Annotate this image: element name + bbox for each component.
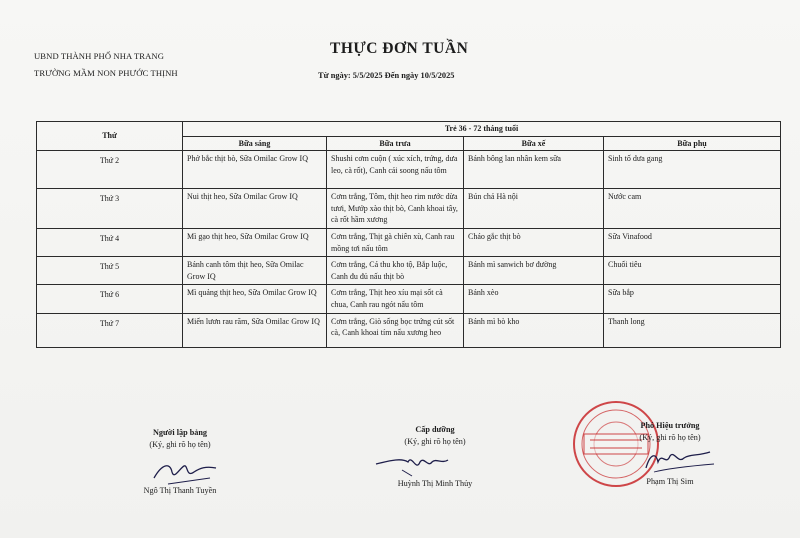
breakfast-cell: Mì gạo thịt heo, Sữa Omilac Grow IQ (183, 228, 327, 256)
signature-name: Phạm Thị Sim (646, 477, 694, 486)
snack-cell: Sữa Vinafood (604, 228, 781, 256)
day-cell: Thứ 4 (37, 228, 183, 256)
afternoon-cell: Cháo gắc thịt bò (464, 228, 604, 256)
signature-block-vice-principal (600, 421, 740, 442)
lunch-cell: Shushi cơm cuộn ( xúc xích, trứng, dưa leo, cà rốt), Canh cải soong nấu tôm (327, 151, 464, 189)
snack-cell: Chuối tiêu (604, 257, 781, 285)
menu-table (36, 121, 781, 348)
table-row (37, 228, 781, 256)
header-lunch: Bữa trưa (327, 136, 464, 151)
lunch-cell: Cơm trắng, Giò sống bọc trứng cút sốt cà, Canh khoai tím nấu xương heo (327, 313, 464, 347)
table-row (37, 285, 781, 313)
lunch-cell: Cơm trắng, Cá thu kho tộ, Bắp luộc, Canh đu đủ nấu thịt bò (327, 257, 464, 285)
signature-name: Huỳnh Thị Minh Thủy (397, 479, 473, 488)
afternoon-cell: Bánh mì sanwich bơ đường (464, 257, 604, 285)
afternoon-cell: Bánh bông lan nhân kem sữa (464, 151, 604, 189)
day-cell: Thứ 6 (37, 285, 183, 313)
breakfast-cell: Phở bắc thịt bò, Sữa Omilac Grow IQ (183, 151, 327, 189)
org-name: UBND THÀNH PHỐ NHA TRANG (34, 51, 165, 61)
day-cell: Thứ 5 (37, 257, 183, 285)
breakfast-cell: Mì quảng thịt heo, Sữa Omilac Grow IQ (183, 285, 327, 313)
header-snack: Bữa phụ (604, 136, 781, 151)
school-name: TRƯỜNG MẦM NON PHƯỚC THỊNH (34, 68, 178, 78)
signature-mark-preparer (150, 458, 220, 486)
signature-mark-vice-principal (640, 446, 720, 476)
afternoon-cell: Bánh mì bò kho (464, 313, 604, 347)
breakfast-cell: Nui thịt heo, Sữa Omilac Grow IQ (183, 189, 327, 229)
snack-cell: Sữa bắp (604, 285, 781, 313)
table-row (37, 313, 781, 347)
breakfast-cell: Miến lươn rau răm, Sữa Omilac Grow IQ (183, 313, 327, 347)
snack-cell: Nước cam (604, 189, 781, 229)
signature-note: (Ký, ghi rõ họ tên) (149, 440, 211, 449)
day-cell: Thứ 2 (37, 151, 183, 189)
lunch-cell: Cơm trắng, Thịt heo xíu mại sốt cà chua, Canh rau ngót nấu tôm (327, 285, 464, 313)
day-cell: Thứ 3 (37, 189, 183, 229)
header-breakfast: Bữa sáng (183, 136, 327, 151)
date-range: Từ ngày: 5/5/2025 Đến ngày 10/5/2025 (318, 71, 455, 80)
signature-block-preparer (110, 428, 250, 449)
snack-cell: Sinh tố dưa gang (604, 151, 781, 189)
breakfast-cell: Bánh canh tôm thịt heo, Sữa Omilac Grow IQ (183, 257, 327, 285)
table-row (37, 151, 781, 189)
signature-role: Phó Hiệu trưởng (640, 421, 700, 430)
signature-note: (Ký, ghi rõ họ tên) (404, 437, 466, 446)
day-cell: Thứ 7 (37, 313, 183, 347)
afternoon-cell: Bánh xèo (464, 285, 604, 313)
afternoon-cell: Bún chả Hà nội (464, 189, 604, 229)
signature-role: Người lập bảng (152, 428, 208, 437)
signature-name: Ngô Thị Thanh Tuyền (143, 486, 217, 495)
header-afternoon: Bữa xế (464, 136, 604, 151)
header-day: Thứ (37, 122, 183, 151)
table-row (37, 189, 781, 229)
signature-role: Cấp dưỡng (415, 425, 455, 434)
page-title: THỰC ĐƠN TUẦN (330, 40, 469, 57)
signature-mark-cook (372, 450, 472, 480)
lunch-cell: Cơm trắng, Thịt gà chiên xù, Canh rau mồng tơi nấu tôm (327, 228, 464, 256)
signature-note: (Ký, ghi rõ họ tên) (639, 433, 701, 442)
snack-cell: Thanh long (604, 313, 781, 347)
table-row (37, 257, 781, 285)
signature-block-cook (365, 425, 505, 446)
lunch-cell: Cơm trắng, Tôm, thịt heo rim nước dừa tươi, Mướp xào thịt bò, Canh khoai tây, cà rốt hầm xương (327, 189, 464, 229)
header-group: Trẻ 36 - 72 tháng tuổi (183, 122, 781, 137)
